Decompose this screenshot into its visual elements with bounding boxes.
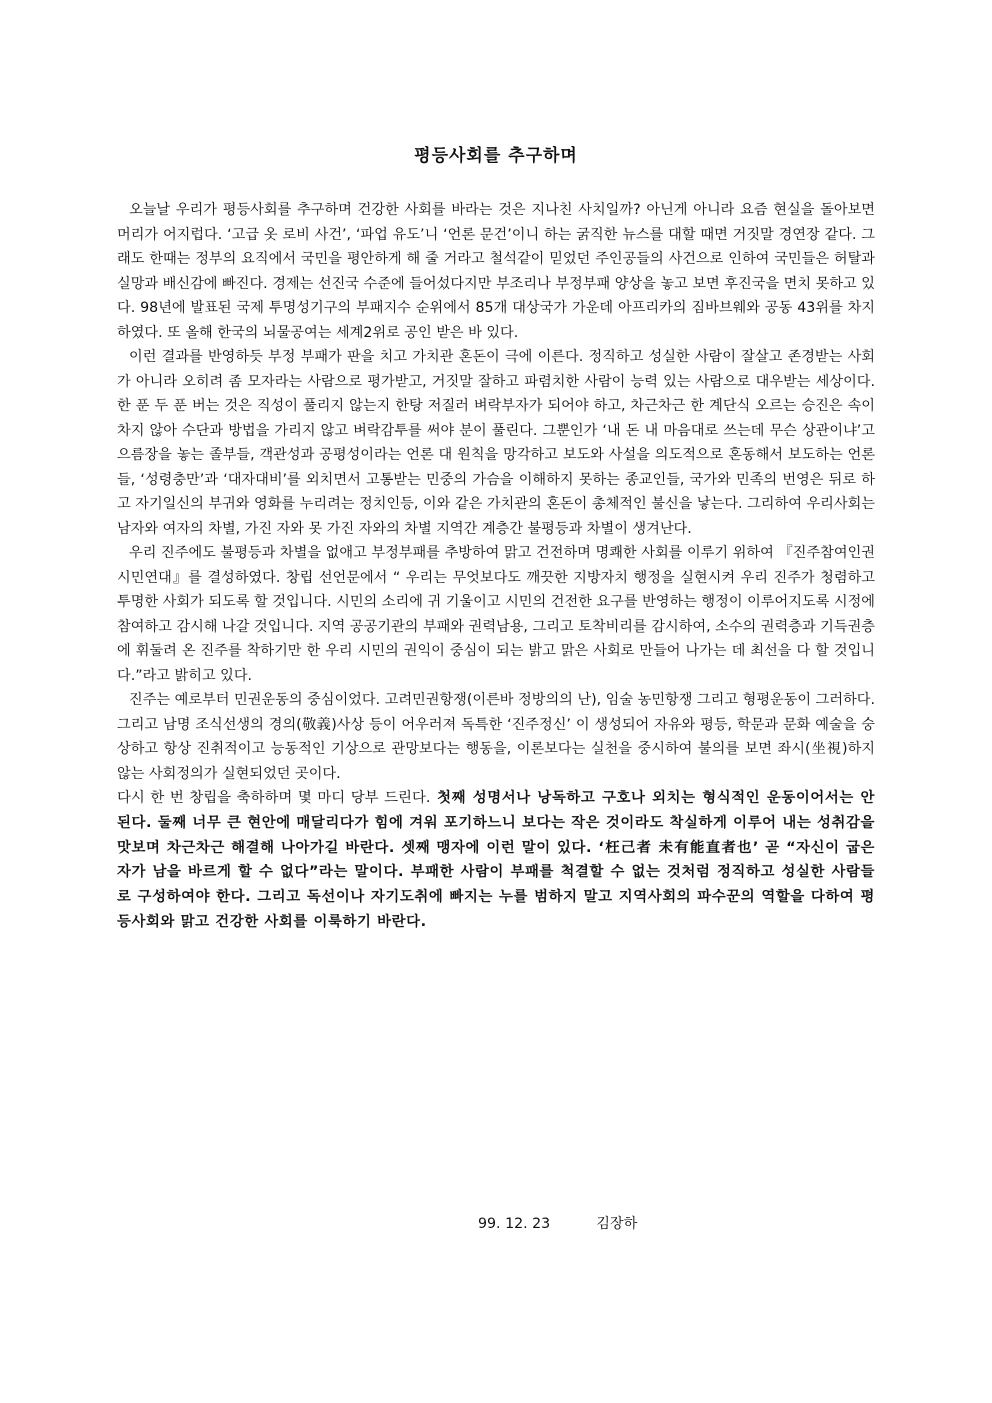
paragraph-3: 우리 진주에도 불평등과 차별을 없애고 부정부패를 추방하여 맑고 건전하며 명쾌한 사회를 이루기 위하여 『진주참여인권시민연대』를 결성하였다. 창립 선언문에서 “ 우리는 무엇보다도 깨끗한 지방자치 행정을 실현시켜 우리 진주가 청렴하고 투명한 사회가 되도록 할 것입니다. 시민의 소리에 귀 기울이고 시민의 건전한 요구를 반영하는 행정이 이루어지도록 시정에 참여하고 감시해 나갈 것입니다. 지역 공공기관의 부패와 권력남용, 그리고 토착비리를 감시하여, 소수의 권력층과 기득권층에 휘둘려 온 진주를 착하기만 한 우리 시민의 권익이 중심이 되는 밝고 맑은 사회로 만들어 나가는 데 최선을 다 할 것입니다.”라고 밝히고 있다. [117, 545, 875, 684]
closing-emphasis: 첫째 성명서나 낭독하고 구호나 외치는 형식적인 운동이어서는 안 된다. 둘째 너무 큰 현안에 매달리다가 힘에 겨워 포기하느니 보다는 작은 것이라도 착실하게 이루어 내는 성취감을 맛보며 차근차근 해결해 나아가길 바란다. 셋째 맹자에 이런 말이 있다. ‘枉己者 未有能直者也’ 곧 “자신이 굽은 자가 남을 바르게 할 수 없다”라는 말이다. 부패한 사람이 부패를 척결할 수 없는 것처럼 정직하고 성실한 사람들로 구성하여야 한다. 그리고 독선이나 자기도취에 빠지는 누를 범하지 말고 지역사회의 파수꾼의 역할을 다하여 평등사회와 맑고 건강한 사회를 이룩하기 바란다. [117, 790, 876, 930]
paragraph-1: 오늘날 우리가 평등사회를 추구하며 건강한 사회를 바라는 것은 지나친 사치일까? 아닌게 아니라 요즘 현실을 돌아보면 머리가 어지럽다. ‘고급 옷 로비 사건’, ‘파업 유도’니 ‘언론 문건’이니 하는 굵직한 뉴스를 대할 때면 거짓말 경연장 같다. 그래도 한때는 정부의 요직에서 국민을 평안하게 해 줄 거라고 철석같이 믿었던 주인공들의 사건으로 인하여 국민들은 허탈과 실망과 배신감에 빠진다. 경제는 선진국 수준에 들어섰다지만 부조리나 부정부패 양상을 놓고 보면 후진국을 면치 못하고 있다. 98년에 발표된 국제 투명성기구의 부패지수 순위에서 85개 대상국가 가운데 아프리카의 짐바브웨와 공동 43위를 차지하였다. 또 올해 한국의 뇌물공여는 세계2위로 공인 받은 바 있다. [117, 202, 875, 341]
document-title: 평등사회를 추구하며 [414, 146, 578, 166]
signature-line [478, 1213, 637, 1233]
document-body [117, 198, 875, 935]
paragraph-4: 진주는 예로부터 민권운동의 중심이었다. 고려민권항쟁(이른바 정방의의 난), 임술 농민항쟁 그리고 형평운동이 그러하다. 그리고 남명 조식선생의 경의(敬義)사상 등이 어우러져 독특한 ‘진주정신’ 이 생성되어 자유와 평등, 학문과 문화 예술을 숭상하고 항상 진취적이고 능동적인 기상으로 관망보다는 행동을, 이론보다는 실천을 중시하여 불의를 보면 좌시(坐視)하지 않는 사회정의가 실현되었던 곳이다. [117, 692, 875, 782]
closing-intro: 다시 한 번 창립을 축하하며 몇 마디 당부 드린다. [117, 790, 431, 806]
document-date: 99. 12. 23 [478, 1216, 551, 1232]
document-author: 김장하 [596, 1216, 638, 1232]
paragraph-2: 이런 결과를 반영하듯 부정 부패가 판을 치고 가치관 혼돈이 극에 이른다. 정직하고 성실한 사람이 잘살고 존경받는 사회가 아니라 오히려 좀 모자라는 사람으로 평가받고, 거짓말 잘하고 파렴치한 사람이 능력 있는 사람으로 대우받는 세상이다. 한 푼 두 푼 버는 것은 직성이 풀리지 않는지 한탕 저질러 벼락부자가 되어야 하고, 차근차근 한 계단식 오르는 승진은 속이 차지 않아 수단과 방법을 가리지 않고 벼락감투를 써야 분이 풀린다. 그뿐인가 ‘내 돈 내 마음대로 쓰는데 무슨 상관이냐’고 으름장을 놓는 졸부들, 객관성과 공평성이라는 언론 대 원칙을 망각하고 보도와 사설을 의도적으로 혼동해서 보도하는 언론들, ‘성령충만’과 ‘대자대비’를 외치면서 고통받는 민중의 가슴을 이해하지 못하는 종교인들, 국가와 민족의 번영은 뒤로 하고 자기일신의 부귀와 영화를 누리려는 정치인등, 이와 같은 가치관의 혼돈이 총체적인 불신을 낳는다. 그리하여 우리사회는 남자와 여자의 차별, 가진 자와 못 가진 자와의 차별 지역간 계층간 불평등과 차별이 생겨난다. [117, 349, 875, 537]
closing-paragraph [117, 786, 875, 935]
